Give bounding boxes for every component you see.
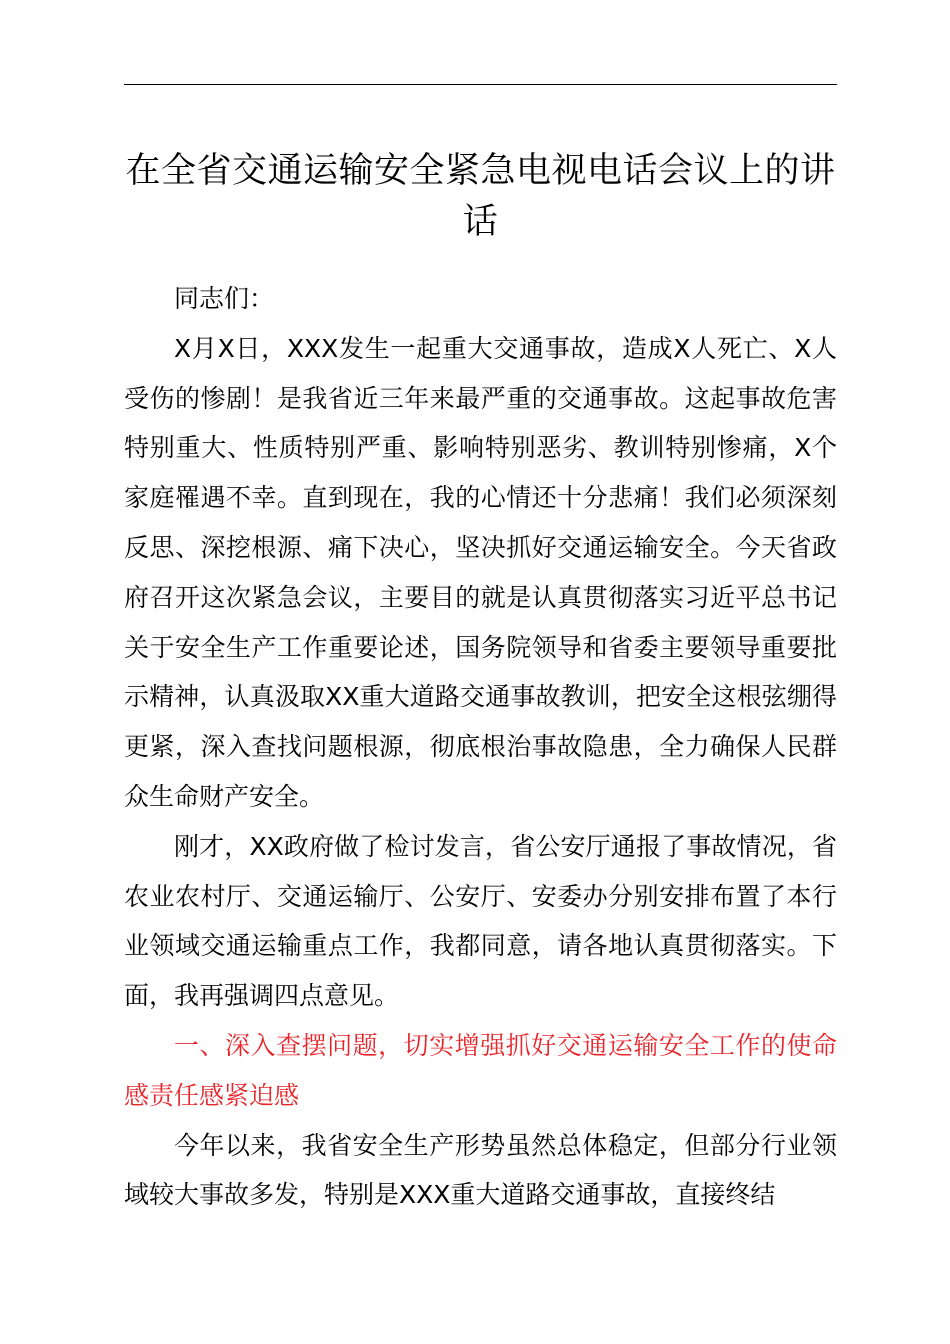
body-paragraph: 刚才，XX政府做了检讨发言，省公安厅通报了事故情况，省农业农村厅、交通运输厅、公安厅、安委办分别安排布置了本行业领域交通运输重点工作，我都同意，请各地认真贯彻落实。下面，我再强调四点意见。 (124, 831, 837, 1011)
salutation: 同志们： (174, 284, 275, 313)
document-body (124, 274, 837, 1220)
section-heading: 一、深入查摆问题，切实增强抓好交通运输安全工作的使命感责任感紧迫感 (124, 1030, 837, 1110)
page-title: 在全省交通运输安全紧急电视电话会议上的讲话 (125, 151, 836, 242)
body-paragraph: X月X日，XXX发生一起重大交通事故，造成X人死亡、X人受伤的惨剧！是我省近三年来最严重的交通事故。这起事故危害特别重大、性质特别严重、影响特别恶劣、教训特别惨痛，X个家庭罹遇不幸。直到现在，我的心情还十分悲痛！我们必须深刻反思、深挖根源、痛下决心，坚决抓好交通运输安全。今天省政府召开这次紧急会议，主要目的就是认真贯彻落实习近平总书记关于安全生产工作重要论述，国务院领导和省委主要领导重要批示精神，认真汲取XX重大道路交通事故教训，把安全这根弦绷得更紧，深入查找问题根源，彻底根治事故隐患，全力确保人民群众生命财产安全。 (124, 333, 837, 811)
body-paragraph: 今年以来，我省安全生产形势虽然总体稳定，但部分行业领域较大事故多发，特别是XXX重大道路交通事故，直接终结 (124, 1130, 837, 1210)
header-rule (124, 84, 837, 85)
